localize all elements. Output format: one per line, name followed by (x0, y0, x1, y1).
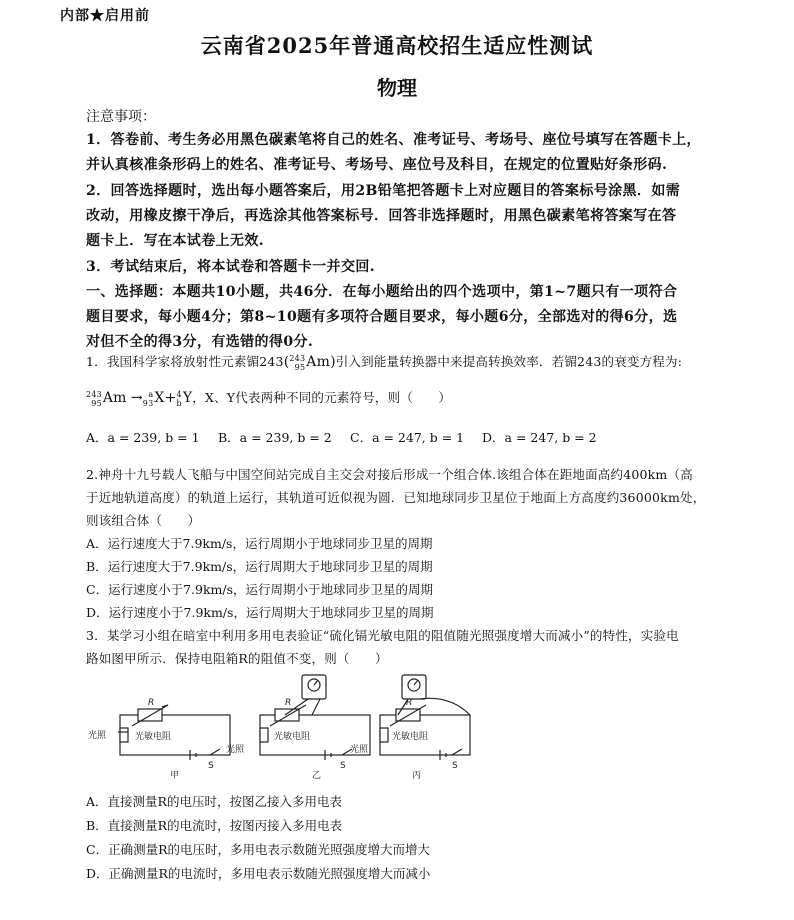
fig-label-resistor: 光敏电阻 (135, 732, 172, 742)
fig-label-resistor: 光敏电阻 (274, 732, 311, 742)
mass-number: 243 (289, 353, 306, 363)
q3-option-c: C．正确测量R的电压时，多用电表示数随光照强度增大而增大 (86, 842, 430, 857)
plus-symbol: + (164, 390, 177, 406)
notes-heading: 注意事项： (86, 109, 156, 125)
q2-stem-line: 2.神舟十九号载人飞船与中国空间站完成自主交会对接后形成一个组合体.该组合体在距地面高约400km（高 (86, 467, 693, 482)
q1-stem-end: 引入到能量转换器中来提高转换效率．若镅243的衰变方程为: (335, 354, 683, 369)
q3-stem-line: 3．某学习小组在暗室中利用多用电表验证“硫化镉光敏电阻的阻值随光照强度增大而减小”的特性，实验电 (86, 628, 679, 643)
mass-number: a (148, 389, 154, 399)
secret-label: 内部★启用前 (60, 8, 150, 24)
subject-title: 物理 (377, 76, 417, 100)
paren-close: ) (330, 354, 336, 370)
fig-label-switch: S (208, 761, 214, 771)
q1-equation-tail: ，X、Y代表两种不同的元素符号，则（ ） (192, 390, 452, 405)
note-line: 3．考试结束后，将本试卷和答题卡一并交回. (86, 259, 376, 275)
q1-option-a: A．a = 239, b = 1 (86, 430, 200, 445)
atomic-number: 95 (294, 362, 306, 372)
q2-stem-line: 于近地轨道高度）的轨道上运行，其轨道可近似视为圆．已知地球同步卫星位于地面上方高度约36000km处， (86, 490, 706, 505)
fig-caption: 丙 (412, 771, 422, 781)
q2-option-a: A．运行速度大于7.9km/s，运行周期小于地球同步卫星的周期 (86, 536, 433, 551)
element-symbol: Y (182, 390, 193, 406)
q1-option-b: B．a = 239, b = 2 (218, 430, 332, 445)
atomic-number: 95 (91, 398, 102, 408)
element-symbol: Am (306, 354, 331, 370)
q3-option-b: B．直接测量R的电流时，按图丙接入多用电表 (86, 818, 343, 833)
q2-option-d: D．运行速度小于7.9km/s，运行周期大于地球同步卫星的周期 (86, 605, 434, 620)
q1-equation (86, 388, 451, 408)
nuclide-indices (86, 390, 102, 408)
q3-stem-line: 路如图甲所示．保持电阻箱R的阻值不变，则（ ） (86, 651, 388, 666)
fig-label-light: 光照 (350, 745, 369, 755)
paren-open: ( (283, 354, 290, 370)
note-line: 1．答卷前、考生务必用黑色碳素笔将自己的姓名、准考证号、考场号、座位号填写在答题卡上， (86, 132, 701, 148)
q1-option-d: D．a = 247, b = 2 (482, 430, 597, 445)
q2-option-c: C．运行速度小于7.9km/s，运行周期小于地球同步卫星的周期 (86, 582, 433, 597)
note-line: 题卡上．写在本试卷上无效. (86, 233, 265, 249)
note-line: 改动，用橡皮擦干净后，再选涂其他答案标号．回答非选择题时，用黑色碳素笔将答案写在答 (86, 208, 677, 224)
mass-number: 243 (86, 389, 102, 399)
fig-label-switch: S (340, 761, 346, 771)
circuit-figures (80, 670, 480, 785)
fig-label-r: R (406, 698, 413, 708)
section-instruction: 一、选择题：本题共10小题，共46分．在每小题给出的四个选项中，第1~7题只有一项符合 (86, 284, 678, 300)
note-line: 并认真核准条形码上的姓名、准考证号、考场号、座位号及科目，在规定的位置贴好条形码. (86, 157, 668, 173)
q3-option-d: D．正确测量R的电流时，多用电表示数随光照强度增大而减小 (86, 866, 431, 881)
fig-label-light: 光照 (226, 745, 245, 755)
q3-option-a: A．直接测量R的电压时，按图乙接入多用电表 (86, 794, 342, 809)
q1-option-c: C．a = 247, b = 1 (350, 430, 465, 445)
q1-stem (86, 352, 682, 372)
fig-label-light: 光照 (88, 731, 107, 741)
q1-stem-start: 1．我国科学家将放射性元素镅243 (86, 354, 284, 369)
fig-caption: 甲 (170, 771, 180, 781)
atomic-number: b (176, 398, 182, 408)
mass-number: 4 (176, 389, 182, 399)
arrow-symbol: → (130, 390, 143, 406)
fig-label-r: R (285, 698, 292, 708)
element-symbol: Am (102, 390, 127, 406)
q2-stem-line: 则该组合体（ ） (86, 513, 201, 528)
nuclide-indices (177, 390, 182, 408)
exam-title: 云南省2025年普通高校招生适应性测试 (200, 33, 594, 58)
nuclide-indices (143, 390, 154, 408)
fig-label-switch: S (452, 761, 458, 771)
nuclide-indices (289, 354, 305, 372)
note-line: 2．回答选择题时，选出每小题答案后，用2B铅笔把答题卡上对应题目的答案标号涂黑．如需 (86, 183, 681, 199)
element-symbol: X (154, 390, 165, 406)
section-instruction: 对但不全的得3分，有选错的得0分. (86, 334, 314, 350)
fig-label-resistor: 光敏电阻 (392, 732, 429, 742)
atomic-number: 93 (142, 398, 154, 408)
fig-label-r: R (148, 698, 155, 708)
section-instruction: 题目要求，每小题4分；第8~10题有多项符合题目要求，每小题6分，全部选对的得6分，选 (86, 309, 678, 325)
fig-caption: 乙 (312, 771, 322, 781)
q2-option-b: B．运行速度大于7.9km/s，运行周期大于地球同步卫星的周期 (86, 559, 433, 574)
